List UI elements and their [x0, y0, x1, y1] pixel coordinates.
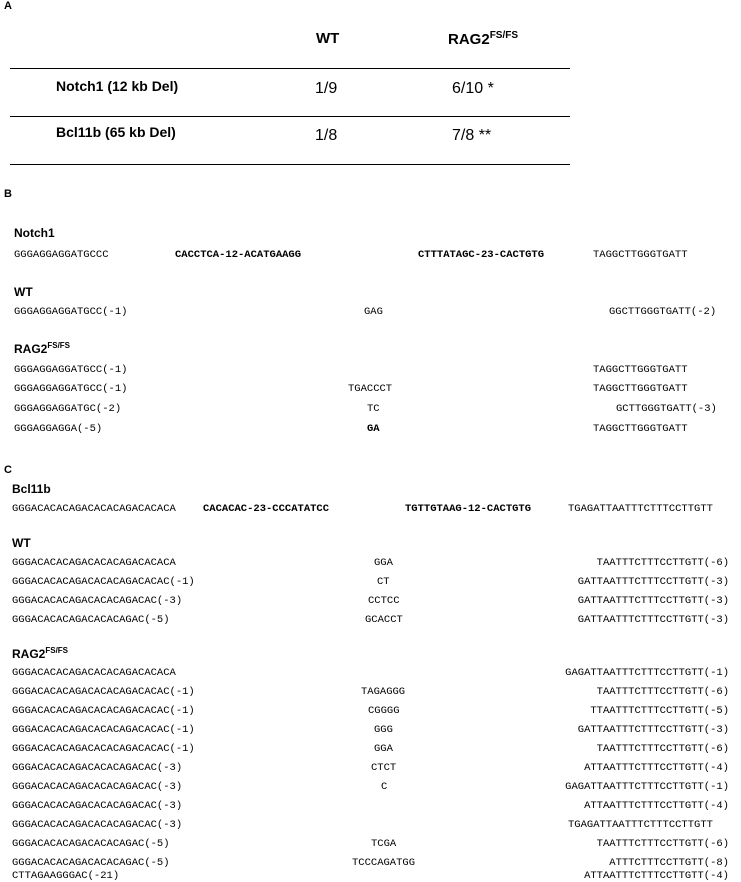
bcl11b-heading: Bcl11b — [12, 482, 51, 496]
notch1-wt-left: GGGAGGAGGATGCC(-1) — [14, 306, 128, 318]
notch1-ref-right: TAGGCTTGGGTGATT — [593, 249, 688, 261]
bcl11b-rag2-row3-left: GGGACACACAGACACACAGACACAC(-1) — [12, 705, 195, 717]
bcl11b-ref-left: GGGACACACAGACACACAGACACACA — [12, 503, 176, 515]
bcl11b-rag2-row12-right: ATTAATTTCTTTCCTTGTT(-4) — [584, 870, 729, 882]
bcl11b-rag2-row10-insert: TCGA — [371, 838, 397, 850]
column-header-wt: WT — [316, 30, 340, 47]
bcl11b-rag2-row4-insert: GGG — [374, 724, 393, 736]
notch1-rag2-row1-right: TAGGCTTGGGTGATT — [593, 364, 688, 376]
notch1-rag2-row3-right: GCTTGGGTGATT(-3) — [616, 403, 717, 415]
table-rule-bottom — [10, 164, 570, 165]
bcl11b-rag2-row2-left: GGGACACACAGACACACAGACACAC(-1) — [12, 686, 195, 698]
bcl11b-rag2-row8-left: GGGACACACAGACACACAGACAC(-3) — [12, 800, 183, 812]
bcl11b-ref-rss12: TGTTGTAAG-12-CACTGTG — [405, 503, 532, 515]
column-header-rag2: $RAG2^{FS/FS}$ — [448, 30, 519, 48]
table-rule-top — [10, 68, 570, 69]
panel-b-letter: B — [4, 188, 12, 200]
bcl11b-wt-row4-left: GGGACACACAGACACACAGAC(-5) — [12, 614, 170, 626]
notch1-rag2-row4-left: GGGAGGAGGA(-5) — [14, 423, 103, 435]
notch1-rag2-row4-insert: GA — [367, 423, 380, 435]
notch1-rag2-row2-insert: TGACCCT — [348, 383, 393, 395]
notch1-wt-right: GGCTTGGGTGATT(-2) — [609, 306, 717, 318]
notch1-ref-rss23: CTTTATAGC-23-CACTGTG — [418, 249, 545, 261]
table-rule-middle — [10, 116, 570, 117]
bcl11b-rag2-row3-insert: CGGGG — [368, 705, 400, 717]
bcl11b-rag2-row1-left: GGGACACACAGACACACAGACACACA — [12, 667, 176, 679]
row-label-notch1: Notch1 (12 kb Del) — [56, 78, 179, 94]
bcl11b-rag2-row9-left: GGGACACACAGACACACAGACAC(-3) — [12, 819, 183, 831]
bcl11b-rag2-row6-left: GGGACACACAGACACACAGACAC(-3) — [12, 762, 183, 774]
cell-notch1-wt: 1/9 — [315, 80, 338, 97]
bcl11b-rag2-row2-right: TAATTTCTTTCCTTGTT(-6) — [596, 686, 729, 698]
bcl11b-wt-row3-left: GGGACACACAGACACACAGACAC(-3) — [12, 595, 183, 607]
bcl11b-rag2-row4-right: GATTAATTTCTTTCCTTGTT(-3) — [577, 724, 729, 736]
bcl11b-ref-rss23: CACACAC-23-CCCATATCC — [203, 503, 330, 515]
bcl11b-rag2-row3-right: TTAATTTCTTTCCTTGTT(-5) — [590, 705, 729, 717]
notch1-wt-insert: GAG — [364, 306, 383, 318]
bcl11b-wt-row2-right: GATTAATTTCTTTCCTTGTT(-3) — [577, 576, 729, 588]
bcl11b-rag2-row10-left: GGGACACACAGACACACAGAC(-5) — [12, 838, 170, 850]
notch1-rag2-row3-left: GGGAGGAGGATGC(-2) — [14, 403, 122, 415]
bcl11b-rag2-row7-left: GGGACACACAGACACACAGACAC(-3) — [12, 781, 183, 793]
bcl11b-rag2-row4-left: GGGACACACAGACACACAGACACAC(-1) — [12, 724, 195, 736]
bcl11b-rag2-row11-right: ATTTCTTTCCTTGTT(-8) — [609, 857, 729, 869]
bcl11b-wt-row1-left: GGGACACACAGACACACAGACACACA — [12, 557, 176, 569]
notch1-rag2-heading: $RAG2^{FS/FS}$ — [14, 341, 71, 356]
bcl11b-rag2-row11-insert: TCCCAGATGG — [352, 857, 416, 869]
bcl11b-wt-heading: WT — [12, 536, 31, 550]
notch1-heading: Notch1 — [14, 226, 55, 240]
bcl11b-rag2-row5-left: GGGACACACAGACACACAGACACAC(-1) — [12, 743, 195, 755]
bcl11b-rag2-row2-insert: TAGAGGG — [361, 686, 406, 698]
bcl11b-wt-row3-insert: CCTCC — [368, 595, 400, 607]
bcl11b-rag2-row12-left: CTTAGAAGGGAC(-21) — [12, 870, 120, 882]
row-label-bcl11b: Bcl11b (65 kb Del) — [56, 124, 176, 140]
bcl11b-rag2-row1-right: GAGATTAATTTCTTTCCTTGTT(-1) — [565, 667, 729, 679]
bcl11b-ref-right: TGAGATTAATTTCTTTCCTTGTT — [568, 503, 713, 515]
bcl11b-rag2-row5-insert: GGA — [374, 743, 393, 755]
notch1-rag2-row4-right: TAGGCTTGGGTGATT — [593, 423, 688, 435]
bcl11b-wt-row4-right: GATTAATTTCTTTCCTTGTT(-3) — [577, 614, 729, 626]
bcl11b-rag2-row7-right: GAGATTAATTTCTTTCCTTGTT(-1) — [565, 781, 729, 793]
bcl11b-rag2-heading: $RAG2^{FS/FS}$ — [12, 646, 69, 661]
bcl11b-rag2-row5-right: TAATTTCTTTCCTTGTT(-6) — [596, 743, 729, 755]
panel-c-letter: C — [4, 464, 12, 476]
notch1-rag2-row3-insert: TC — [367, 403, 380, 415]
bcl11b-rag2-row6-right: ATTAATTTCTTTCCTTGTT(-4) — [584, 762, 729, 774]
notch1-ref-rss12: CACCTCA-12-ACATGAAGG — [175, 249, 302, 261]
bcl11b-rag2-row10-right: TAATTTCTTTCCTTGTT(-6) — [596, 838, 729, 850]
bcl11b-rag2-row9-right: TGAGATTAATTTCTTTCCTTGTT — [568, 819, 713, 831]
cell-bcl11b-rag2: 7/8 ** — [452, 127, 492, 144]
bcl11b-rag2-row6-insert: CTCT — [371, 762, 397, 774]
notch1-rag2-row1-left: GGGAGGAGGATGCC(-1) — [14, 364, 128, 376]
bcl11b-rag2-row11-left: GGGACACACAGACACACAGAC(-5) — [12, 857, 170, 869]
bcl11b-rag2-row7-insert: C — [381, 781, 388, 793]
bcl11b-wt-row2-insert: CT — [377, 576, 390, 588]
bcl11b-wt-row3-right: GATTAATTTCTTTCCTTGTT(-3) — [577, 595, 729, 607]
notch1-wt-heading: WT — [14, 285, 33, 299]
notch1-rag2-row2-right: TAGGCTTGGGTGATT — [593, 383, 688, 395]
bcl11b-wt-row4-insert: GCACCT — [365, 614, 403, 626]
notch1-ref-left: GGGAGGAGGATGCCC — [14, 249, 109, 261]
notch1-rag2-row2-left: GGGAGGAGGATGCC(-1) — [14, 383, 128, 395]
bcl11b-wt-row2-left: GGGACACACAGACACACAGACACAC(-1) — [12, 576, 195, 588]
bcl11b-wt-row1-insert: GGA — [374, 557, 393, 569]
bcl11b-wt-row1-right: TAATTTCTTTCCTTGTT(-6) — [596, 557, 729, 569]
bcl11b-rag2-row8-right: ATTAATTTCTTTCCTTGTT(-4) — [584, 800, 729, 812]
cell-notch1-rag2: 6/10 * — [452, 80, 494, 97]
cell-bcl11b-wt: 1/8 — [315, 127, 338, 144]
panel-a-letter: A — [4, 0, 12, 12]
